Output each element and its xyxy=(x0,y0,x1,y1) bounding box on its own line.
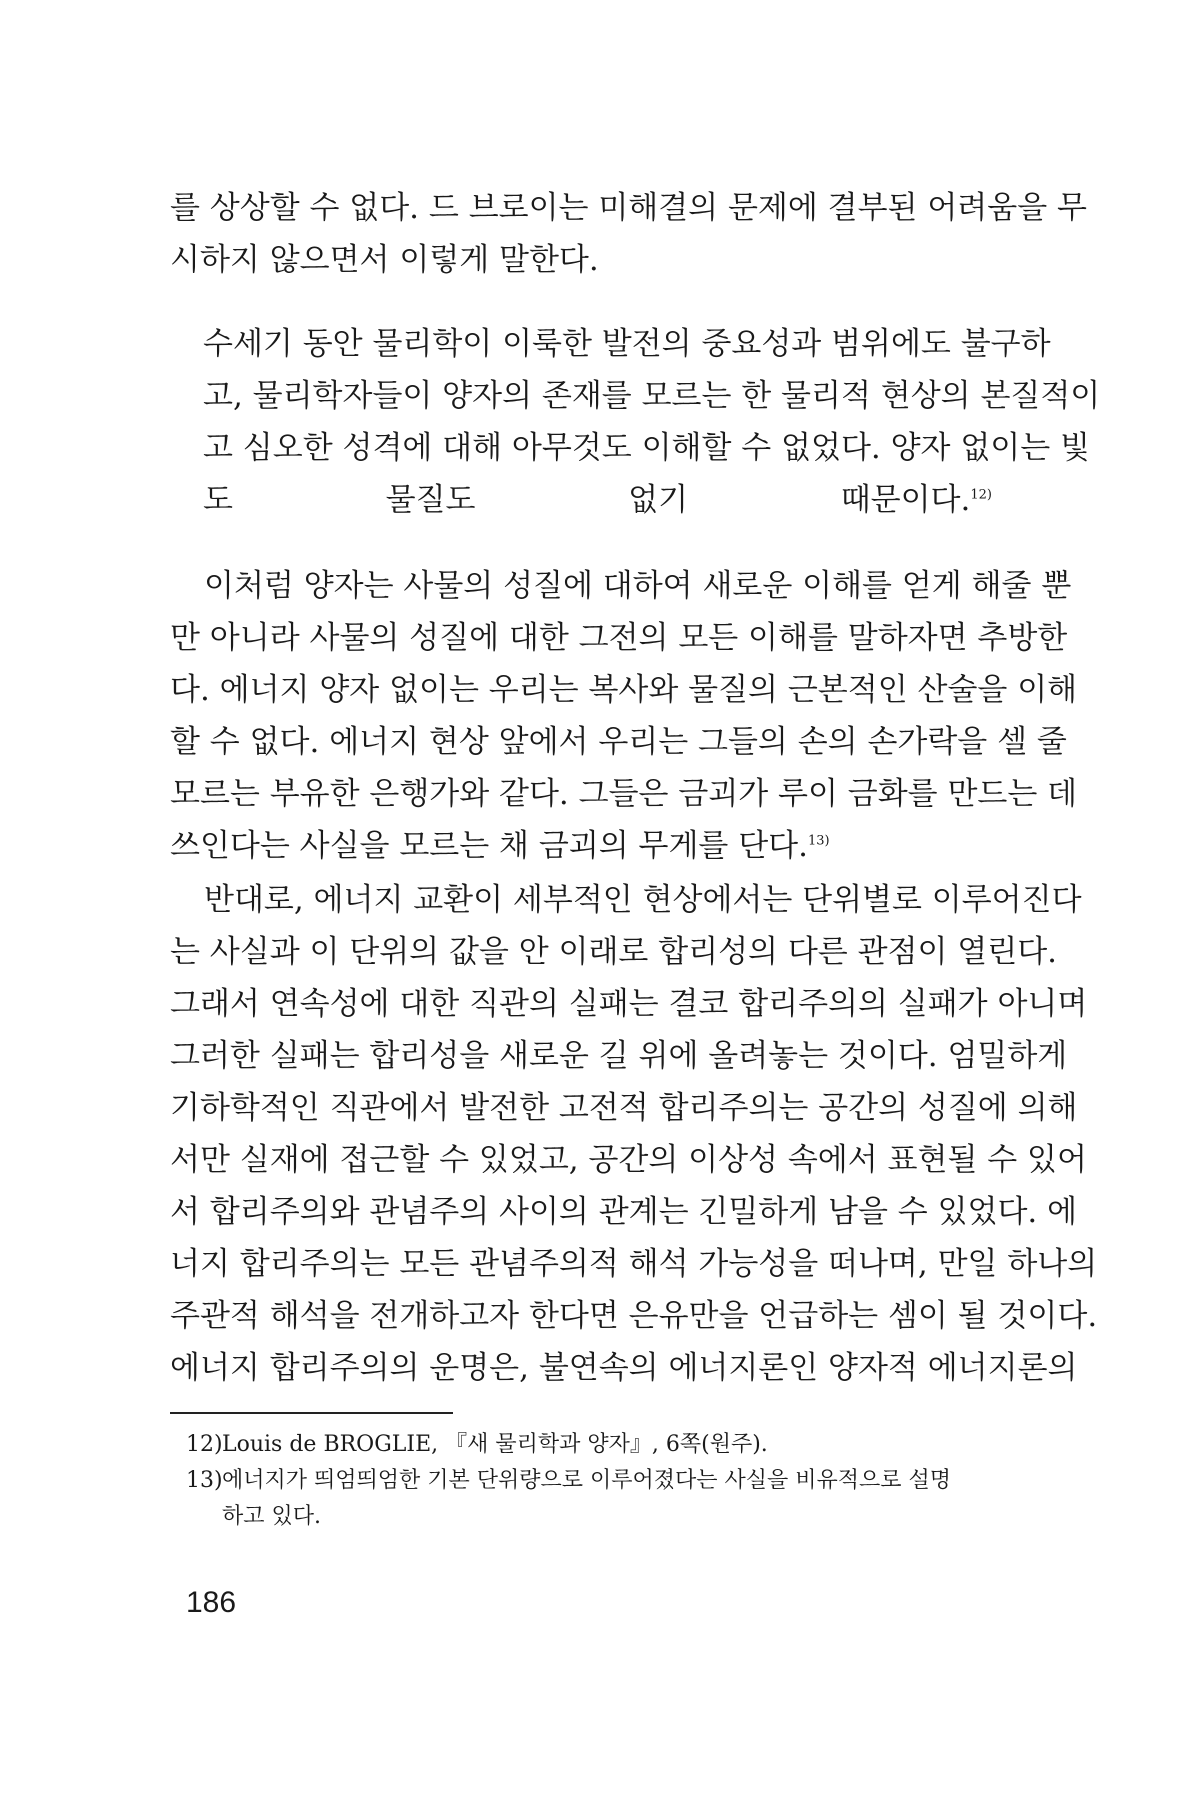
body-last-line xyxy=(170,826,1025,866)
footnote-ref-12: 12) xyxy=(970,487,992,503)
body-text-line: 다. 에너지 양자 없이는 우리는 복사와 물질의 근본적인 산술을 이해 xyxy=(170,672,1078,708)
body-text: 쓰인다는 사실을 모르는 채 금괴의 무게를 단다. xyxy=(170,828,808,864)
footnote-text: Louis de BROGLIE, 『새 물리학과 양자』, 6쪽(원주). xyxy=(222,1432,768,1457)
footnote-divider xyxy=(170,1412,453,1414)
quote-line: 수세기 동안 물리학이 이룩한 발전의 중요성과 범위에도 불구하 xyxy=(203,326,1051,362)
quote-text: 도 물질도 없기 때문이다. xyxy=(203,482,971,518)
body-text-line: 너지 합리주의는 모든 관념주의적 해석 가능성을 떠나며, 만일 하나의 xyxy=(170,1246,1098,1282)
body-text-line: 서만 실재에 접근할 수 있었고, 공간의 이상성 속에서 표현될 수 있어 xyxy=(170,1142,1087,1178)
footnote-13 xyxy=(186,1466,951,1496)
footnote-text: 에너지가 띄엄띄엄한 기본 단위량으로 이루어졌다는 사실을 비유적으로 설명 xyxy=(222,1468,952,1493)
body-text-line: 시하지 않으면서 이렇게 말한다. xyxy=(170,242,599,278)
body-text-line: 는 사실과 이 단위의 값을 안 이래로 합리성의 다른 관점이 열린다. xyxy=(170,934,1057,970)
body-text-line: 이처럼 양자는 사물의 성질에 대하여 새로운 이해를 얻게 해줄 뿐 xyxy=(204,568,1072,604)
body-text-line: 기하학적인 직관에서 발전한 고전적 합리주의는 공간의 성질에 의해 xyxy=(170,1090,1078,1126)
footnote-13-continued: 하고 있다. xyxy=(222,1504,321,1529)
body-text-line: 할 수 없다. 에너지 현상 앞에서 우리는 그들의 손의 손가락을 셀 줄 xyxy=(170,724,1067,760)
quote-line: 고, 물리학자들이 양자의 존재를 모르는 한 물리적 현상의 본질적이 xyxy=(203,378,1101,414)
body-text-line: 반대로, 에너지 교환이 세부적인 현상에서는 단위별로 이루어진다 xyxy=(204,882,1082,918)
footnote-12 xyxy=(186,1430,768,1460)
quote-last-line xyxy=(203,480,992,520)
body-text-line: 그러한 실패는 합리성을 새로운 길 위에 올려놓는 것이다. 엄밀하게 xyxy=(170,1038,1068,1074)
body-text-line: 그래서 연속성에 대한 직관의 실패는 결코 합리주의의 실패가 아니며 xyxy=(170,986,1088,1022)
body-text-line: 서 합리주의와 관념주의 사이의 관계는 긴밀하게 남을 수 있었다. 에 xyxy=(170,1194,1078,1230)
page-number: 186 xyxy=(186,1586,237,1619)
footnote-ref-13: 13) xyxy=(807,833,830,849)
footnote-number: 12) xyxy=(186,1432,223,1457)
body-text-line: 모르는 부유한 은행가와 같다. 그들은 금괴가 루이 금화를 만드는 데 xyxy=(170,776,1078,812)
body-text-line: 만 아니라 사물의 성질에 대한 그전의 모든 이해를 말하자면 추방한 xyxy=(170,620,1068,656)
body-text-line: 에너지 합리주의의 운명은, 불연속의 에너지론인 양자적 에너지론의 xyxy=(170,1350,1078,1386)
body-text-line: 주관적 해석을 전개하고자 한다면 은유만을 언급하는 셈이 될 것이다. xyxy=(170,1298,1098,1334)
quote-line: 고 심오한 성격에 대해 아무것도 이해할 수 없었다. 양자 없이는 빛 xyxy=(203,430,1090,466)
footnote-number: 13) xyxy=(186,1468,223,1493)
body-text-line: 를 상상할 수 없다. 드 브로이는 미해결의 문제에 결부된 어려움을 무 xyxy=(170,190,1087,226)
